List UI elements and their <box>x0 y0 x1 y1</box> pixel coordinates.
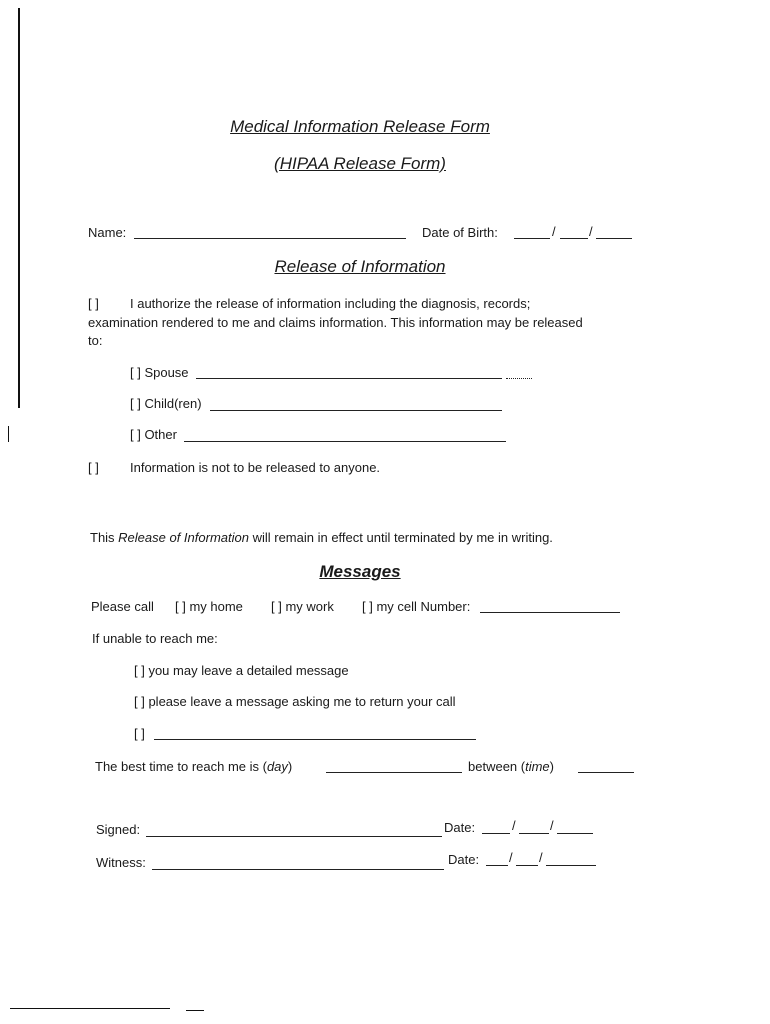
signed-date-label: Date: <box>444 820 476 835</box>
form-title: Medical Information Release Form <box>230 117 490 136</box>
authorize-text-line-1: I authorize the release of information including the diagnosis, records; <box>130 296 531 311</box>
name-field[interactable] <box>134 238 406 239</box>
release-heading: Release of Information <box>274 257 446 276</box>
other-option[interactable]: [ ] Other <box>130 427 177 442</box>
children-option[interactable]: [ ] Child(ren) <box>130 396 202 411</box>
messages-heading: Messages <box>319 562 401 581</box>
dob-year-field[interactable] <box>596 238 632 239</box>
witness-date-label: Date: <box>448 852 480 867</box>
name-label: Name: <box>88 225 127 240</box>
dob-label: Date of Birth: <box>422 225 498 240</box>
other-field[interactable] <box>184 441 506 442</box>
effect-text-italic: Release of Information <box>118 530 249 545</box>
close-paren: ) <box>549 759 554 774</box>
signed-label: Signed: <box>96 822 141 837</box>
best-time-between-label: between ( <box>468 759 526 774</box>
other-message-field[interactable] <box>154 739 476 740</box>
witness-field[interactable] <box>152 869 444 870</box>
best-time-between <box>468 759 554 774</box>
witness-label: Witness: <box>96 855 146 870</box>
other-message-option[interactable]: [ ] <box>134 726 145 741</box>
my-home-option[interactable]: [ ] my home <box>175 599 243 614</box>
not-released-text: Information is not to be released to anyone. <box>130 460 381 475</box>
dob-separator: / <box>589 224 593 239</box>
witness-date-month[interactable] <box>486 865 508 866</box>
spouse-option[interactable]: [ ] Spouse <box>130 365 189 380</box>
spouse-field-extension <box>506 378 532 379</box>
unable-to-reach-label: If unable to reach me: <box>92 631 218 646</box>
authorize-text-line-2: examination rendered to me and claims information. This information may be released <box>88 315 583 330</box>
date-separator: / <box>539 850 543 865</box>
witness-date-year[interactable] <box>546 865 596 866</box>
best-time-prefix: The best time to reach me is ( <box>95 759 267 774</box>
date-separator: / <box>509 850 513 865</box>
effect-text-suffix: will remain in effect until terminated by me in writing. <box>248 530 553 545</box>
return-call-option[interactable]: [ ] please leave a message asking me to return your call <box>134 694 456 709</box>
children-field[interactable] <box>210 410 502 411</box>
scan-edge-mark <box>8 426 9 442</box>
best-time-field[interactable] <box>578 772 634 773</box>
authorize-checkbox[interactable]: [ ] <box>88 296 99 311</box>
scan-edge-mark <box>10 1008 170 1009</box>
signed-date-month[interactable] <box>482 833 510 834</box>
best-day-field[interactable] <box>326 772 462 773</box>
authorize-text-line-3: to: <box>88 333 103 348</box>
please-call-label: Please call <box>91 599 154 614</box>
scan-edge-mark <box>186 1010 204 1011</box>
witness-date-day[interactable] <box>516 865 538 866</box>
cell-number-field[interactable] <box>480 612 620 613</box>
date-separator: / <box>512 818 516 833</box>
dob-day-field[interactable] <box>560 238 588 239</box>
detailed-message-option[interactable]: [ ] you may leave a detailed message <box>134 663 349 678</box>
dob-month-field[interactable] <box>514 238 550 239</box>
signed-date-day[interactable] <box>519 833 549 834</box>
scan-edge-mark <box>18 8 20 408</box>
my-work-option[interactable]: [ ] my work <box>271 599 334 614</box>
best-time-day-label: day <box>266 759 288 774</box>
best-time-row <box>95 759 292 774</box>
effect-text-prefix: This <box>90 530 119 545</box>
dob-separator: / <box>552 224 556 239</box>
spouse-field[interactable] <box>196 378 502 379</box>
form-subtitle: (HIPAA Release Form) <box>274 154 446 173</box>
my-cell-option[interactable]: [ ] my cell Number: <box>362 599 471 614</box>
signature-field[interactable] <box>146 836 442 837</box>
not-released-checkbox[interactable]: [ ] <box>88 460 99 475</box>
signed-date-year[interactable] <box>557 833 593 834</box>
effect-statement <box>90 530 553 545</box>
date-separator: / <box>550 818 554 833</box>
close-paren: ) <box>287 759 293 774</box>
best-time-time-label: time <box>525 759 550 774</box>
